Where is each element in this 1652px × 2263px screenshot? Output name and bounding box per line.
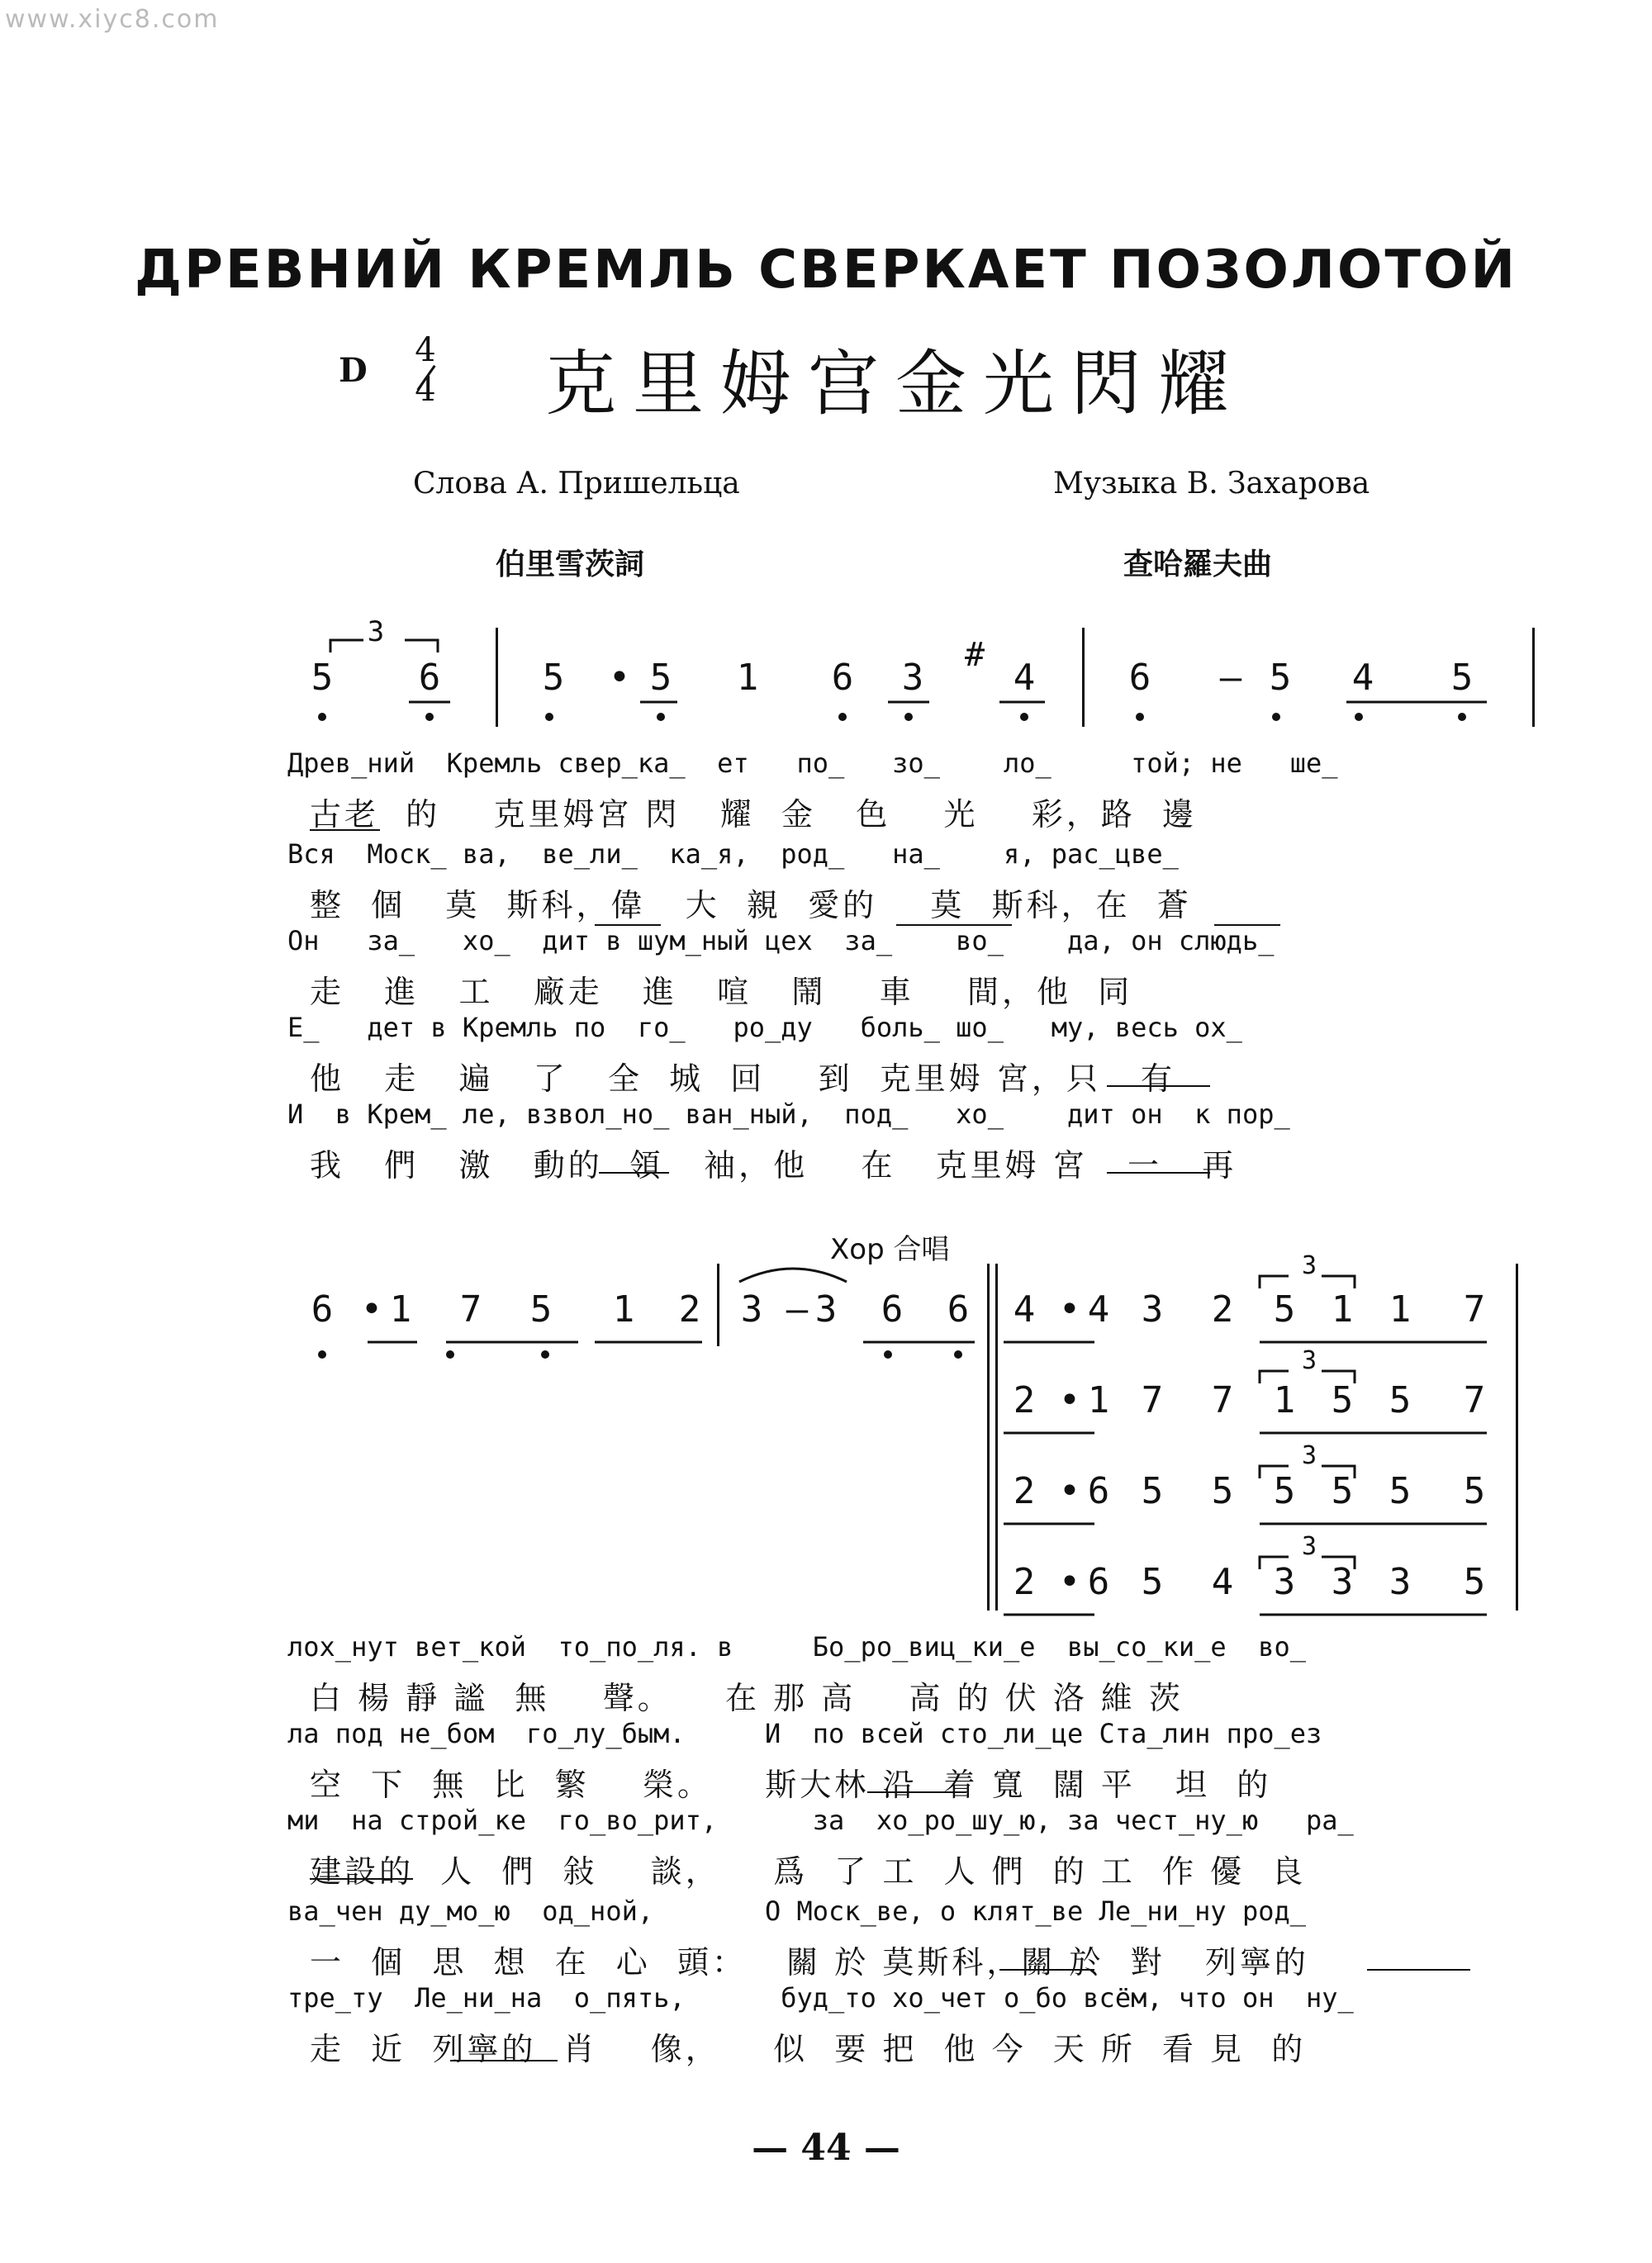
lyrics-credit-ru: Слова А. Пришельца [413, 467, 740, 501]
sharp-sign: # [964, 636, 985, 674]
chord-note: 6 [1087, 1470, 1110, 1512]
chord-note: • [1058, 1470, 1081, 1512]
triplet-label: 3 [1301, 1532, 1317, 1561]
lyric-line-zh: 古老 的 克里姆宮 閃 耀 金 色 光 彩，路 邊 [310, 796, 1197, 833]
note: 5 [529, 1288, 553, 1331]
choir-label: Хор 合唱 [830, 1233, 950, 1266]
lyric-line-ru: И в Крем_ ле, взвол_но_ ван_ный, под_ хо_ дит он к пор_ [287, 1098, 1290, 1130]
page-number: — 44 — [752, 2127, 900, 2169]
lyric-line-zh: 我 們 激 動的 領 袖，他 在 克里姆 宮 一 再 [310, 1147, 1237, 1184]
lyric-line-zh: 空 下 無 比 繁 榮。 斯大林 沿 着 寬 闊 平 坦 的 [310, 1767, 1272, 1803]
lyric-line-zh: 白 楊 靜 謐 無 聲。 在 那 高 高 的 伏 洛 維 茨 [310, 1680, 1184, 1716]
chord-note: 2 [1013, 1561, 1036, 1603]
note: 5 [311, 657, 334, 699]
chord-note: 5 [1389, 1470, 1412, 1512]
chord-note: 6 [1087, 1561, 1110, 1603]
note: 6 [418, 657, 441, 699]
triplet-label: 3 [1301, 1251, 1317, 1280]
lyric-line-ru: ми на строй_ке го_во_рит, за хо_ро_шу_ю, за чест_ну_ю ра_ [287, 1805, 1354, 1836]
note: — [1219, 657, 1242, 699]
lyric-line-zh: 他 走 遍 了 全 城 回 到 克里姆 宮，只 有 [310, 1060, 1176, 1097]
chord-note: 1 [1087, 1379, 1110, 1421]
lyric-line-zh: 走 進 工 廠走 進 喧 鬧 車 間，他 同 [310, 974, 1133, 1010]
chord-note: 5 [1141, 1470, 1164, 1512]
chord-note: 7 [1463, 1379, 1486, 1421]
lyric-line-ru: тре_ту Ле_ни_на о_пять, буд_то хо_чет о_бо всём, что он ну_ [287, 1982, 1354, 2014]
lyric-line-zh: 一 個 思 想 在 心 頭： 關 於 莫斯科，關 於 對 列寧的 [310, 1944, 1309, 1981]
note: 5 [542, 657, 565, 699]
lyric-line-zh: 建設的 人 們 敍 談， 爲 了 工 人 們 的 工 作 優 良 [310, 1853, 1307, 1890]
lyric-line-ru: ва_чен ду_мо_ю од_ной, О Моск_ве, о клят_ве Ле_ни_ну род_ [287, 1895, 1306, 1927]
note: 3 [814, 1288, 838, 1331]
chord-note: 3 [1389, 1561, 1412, 1603]
note: 4 [1013, 657, 1036, 699]
chord-note: 7 [1141, 1379, 1164, 1421]
lyric-underlines [310, 830, 1470, 2061]
octave-dots [318, 713, 1466, 721]
lyric-line-ru: Вся Моск_ ва, ве_ли_ ка_я, род_ на_ я, рас_цве_ [287, 838, 1179, 870]
chord-note: 5 [1273, 1470, 1296, 1512]
note: 6 [1128, 657, 1151, 699]
octave-dots [318, 1350, 962, 1359]
lyric-line-ru: ла под не_бом го_лу_бым. И по всей сто_ли_це Ста_лин про_ез [287, 1718, 1322, 1749]
chord-note: 5 [1331, 1470, 1354, 1512]
chord-note: 1 [1273, 1379, 1296, 1421]
chord-note: 7 [1463, 1288, 1486, 1331]
chord-note: 5 [1331, 1379, 1354, 1421]
chord-note: 4 [1013, 1288, 1036, 1331]
title-russian: ДРЕВНИЙ КРЕМЛЬ СВЕРКАЕТ ПОЗОЛОТОЙ [134, 240, 1518, 301]
chord-note: 5 [1389, 1379, 1412, 1421]
key-signature: D [339, 351, 368, 390]
music-credit-zh: 查哈羅夫曲 [1123, 548, 1273, 581]
note: 5 [1450, 657, 1474, 699]
chord-note: 4 [1087, 1288, 1110, 1331]
triplet-label: 3 [367, 615, 385, 648]
note: 7 [459, 1288, 482, 1331]
chord-note: • [1058, 1561, 1081, 1603]
tie [739, 1269, 847, 1282]
note: • [608, 657, 631, 699]
lyric-line-ru: Древ_ний Кремль свер_ка_ ет по_ зо_ ло_ той; не ше_ [287, 747, 1338, 779]
time-top: 4 [415, 331, 436, 369]
time-bottom: 4 [415, 371, 436, 409]
title-chinese: 克里姆宫金光閃耀 [545, 343, 1246, 425]
chord-note: 7 [1211, 1379, 1234, 1421]
chord-note: 4 [1211, 1561, 1234, 1603]
lyric-line-ru: лох_нут вет_кой то_по_ля. в Бо_ро_виц_ки_е вы_со_ки_е во_ [287, 1631, 1306, 1663]
chord-note: 5 [1273, 1288, 1296, 1331]
chord-note: 5 [1141, 1561, 1164, 1603]
lyrics-credit-zh: 伯里雪茨詞 [496, 548, 645, 581]
chord-note: 2 [1211, 1288, 1234, 1331]
note: 1 [389, 1288, 412, 1331]
note: 3 [740, 1288, 763, 1331]
lyric-line-ru: Е_ дет в Кремль по го_ ро_ду боль_ шо_ му, весь ох_ [287, 1012, 1242, 1043]
note: 2 [678, 1288, 701, 1331]
triplet-bracket [330, 640, 438, 652]
lyric-line-zh: 走 近 列寧的 肖 像， 似 要 把 他 今 天 所 看 見 的 [310, 2031, 1307, 2067]
music-credit-ru: Музыка В. Захарова [1053, 467, 1370, 501]
chord-note: 3 [1331, 1561, 1354, 1603]
chord-note: 2 [1013, 1379, 1036, 1421]
chord-note: • [1058, 1288, 1081, 1331]
triplet-label: 3 [1301, 1346, 1317, 1375]
chord-note: 1 [1389, 1288, 1412, 1331]
chord-note: • [1058, 1379, 1081, 1421]
note: 6 [881, 1288, 904, 1331]
chord-note: 5 [1211, 1470, 1234, 1512]
chord-beams [1004, 1276, 1487, 1615]
note: 6 [947, 1288, 970, 1331]
lyric-line-zh: 整 個 莫 斯科，偉 大 親 愛的 莫 斯科，在 蒼 [310, 887, 1192, 923]
note: 3 [901, 657, 924, 699]
note: 1 [736, 657, 759, 699]
chord-note: 5 [1463, 1470, 1486, 1512]
note: 6 [831, 657, 854, 699]
note: 5 [1269, 657, 1292, 699]
chord-note: 2 [1013, 1470, 1036, 1512]
chord-note: 3 [1273, 1561, 1296, 1603]
triplet-label: 3 [1301, 1441, 1317, 1470]
note: 1 [612, 1288, 635, 1331]
lyric-line-ru: Он за_ хо_ дит в шум_ный цех за_ во_ да, он слюдь_ [287, 925, 1275, 956]
note: — [786, 1288, 809, 1331]
note: • [360, 1288, 383, 1331]
note: 5 [649, 657, 672, 699]
note: 6 [311, 1288, 334, 1331]
note: 4 [1351, 657, 1374, 699]
chord-note: 5 [1463, 1561, 1486, 1603]
watermark: www.xiyc8.com [5, 5, 220, 34]
chord-note: 1 [1331, 1288, 1354, 1331]
chord-note: 3 [1141, 1288, 1164, 1331]
